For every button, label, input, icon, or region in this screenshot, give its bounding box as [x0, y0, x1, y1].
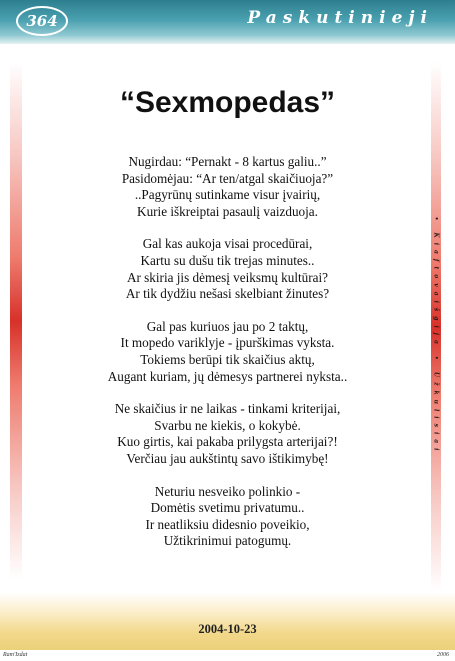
poem-line: It mopedo variklyje - įpurškimas vyksta.	[120, 335, 335, 351]
poem-line: Ar skiria jis dėmesį veiksmų kultūrai?	[126, 269, 329, 285]
poem-line: Domėtis svetimu privatumu..	[150, 500, 305, 516]
poem-line: Ne skaičius ir ne laikas - tinkami kriterijai,	[114, 401, 341, 417]
poem-line: Kuo girtis, kai pakaba prilygsta arterijai?!	[117, 434, 338, 450]
poem-line: Verčiau jau aukštintų savo ištikimybę!	[126, 450, 329, 466]
header-bar	[0, 0, 455, 44]
poem-line: Nugirdau: “Pernakt - 8 kartus galiu..”	[128, 154, 327, 169]
publisher-name: Ram'Izdat	[3, 652, 28, 658]
poem-line: Ar tik dydžiu nešasi skelbiant žinutes?	[125, 286, 330, 302]
left-decorative-bar	[10, 62, 22, 580]
poem-line: Kartu su dušu tik trejas minutes..	[140, 252, 315, 268]
poem-line: Ir neatliksiu didesnio poveikio,	[145, 516, 310, 532]
stanza	[40, 319, 415, 385]
stanza	[40, 401, 415, 467]
vertical-side-text: • Kiaftovaišgija • Užkulisiai	[432, 216, 440, 456]
poem-body	[40, 154, 415, 566]
stanza	[40, 484, 415, 550]
poem-line: Gal pas kuriuos jau po 2 taktų,	[146, 318, 309, 334]
publication-year: 2006	[437, 652, 449, 658]
poem-title: “Sexmopedas”	[119, 86, 336, 119]
poem-line: Kurie iškreiptai pasaulį vaizduoja.	[137, 203, 318, 219]
poem-line: Gal kas aukoja visai procedūrai,	[142, 236, 313, 252]
poem-line: Pasidomėjau: “Ar ten/atgal skaičiuoja?”	[121, 170, 334, 186]
logo-badge: 364	[16, 6, 68, 36]
poem-line: Tokiems berūpi tik skaičius aktų,	[140, 351, 315, 367]
poem-line: ..Pagyrūnų sutinkame visur įvairių,	[134, 187, 321, 203]
poem-line: Neturiu nesveiko polinkio -	[154, 483, 301, 499]
publication-date: 2004-10-23	[198, 622, 257, 636]
poem-line: Augant kuriam, jų dėmesys partnerei nyksta..	[107, 368, 348, 384]
stanza	[40, 154, 415, 220]
section-title: Paskutinieji	[247, 8, 433, 28]
poem-line: Svarbu ne kiekis, o kokybė.	[154, 417, 301, 433]
footer-band	[0, 592, 455, 650]
stanza	[40, 236, 415, 302]
poem-line: Užtikrinimui patogumų.	[163, 533, 292, 549]
